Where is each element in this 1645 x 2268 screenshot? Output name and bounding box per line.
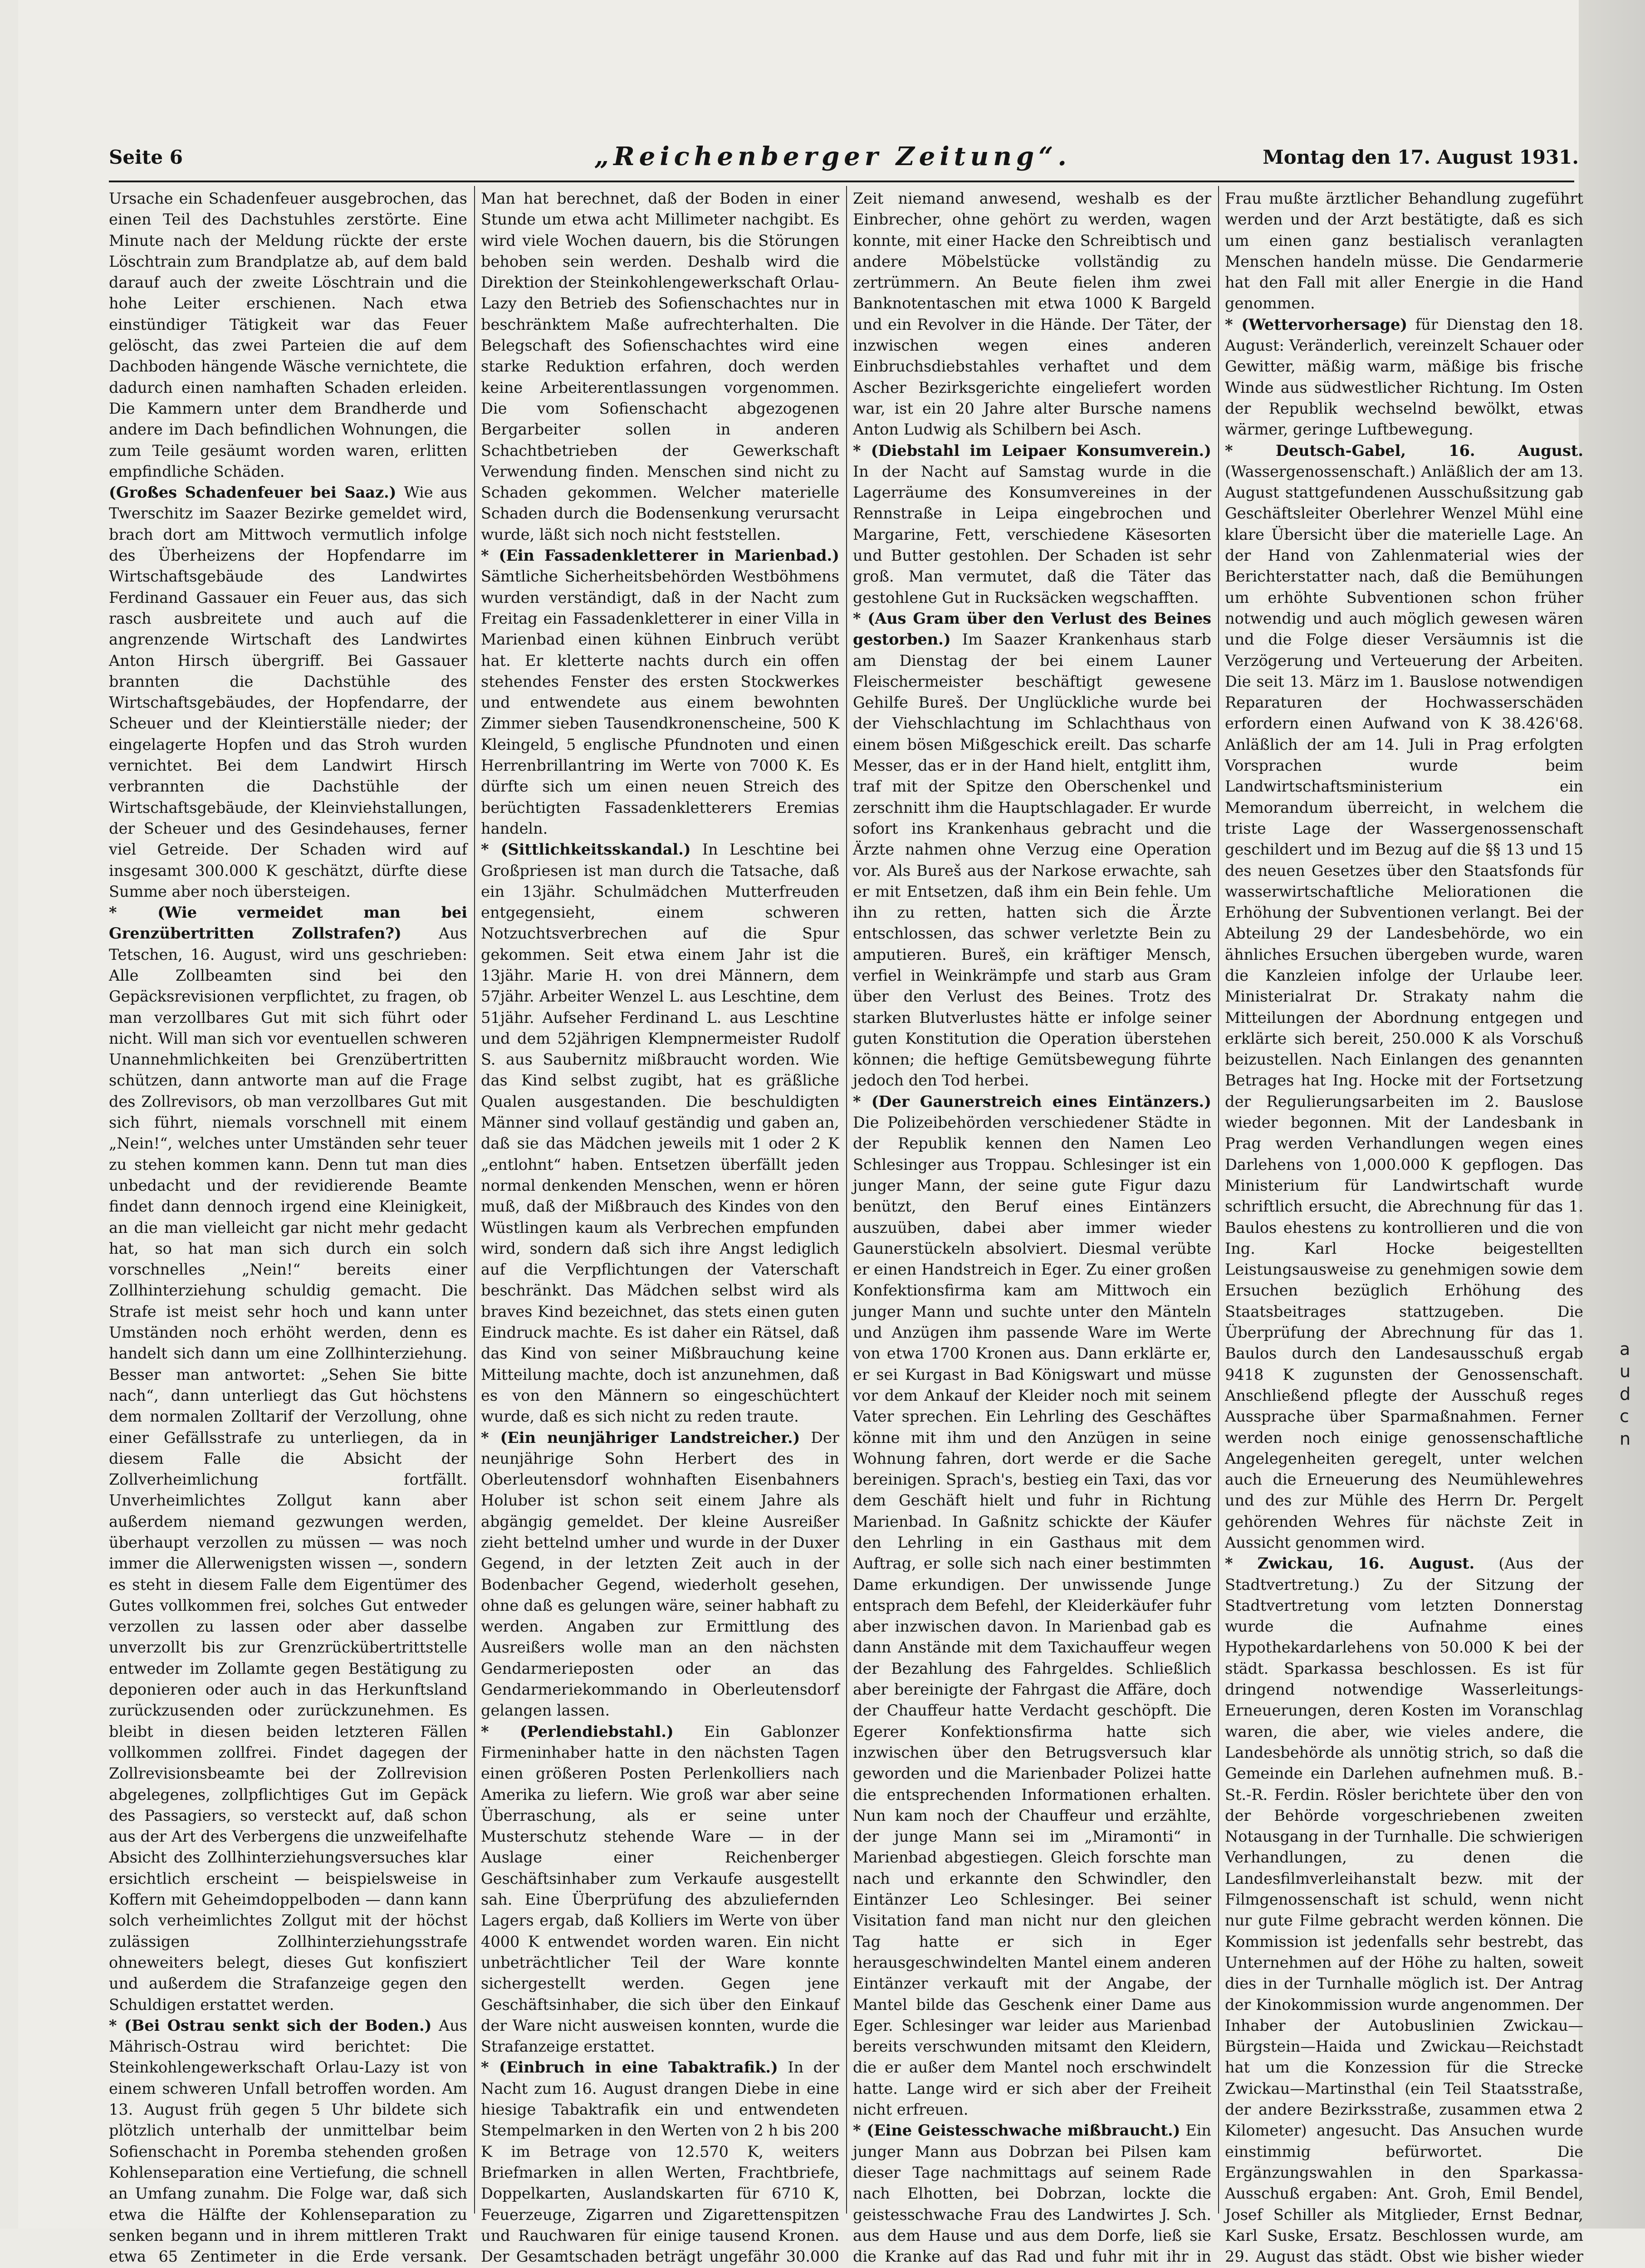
column-2 <box>481 188 840 2266</box>
article-paragraph <box>481 188 839 545</box>
article-text: In der Nacht zum 16. August drangen Diebe in eine hiesige Tabaktrafik ein und entwendeten Stempelmarken in den Werten von 2 h bis 200 K im Betrage von 12.570 K, weiters Briefmarken in allen Werten, Frachtbriefe, Doppelkarten, Auslandskarten für 6710 K, Feuerzeuge, Zigarren und Zigarettenspitzen und Rauchwaren für einige tausend Kronen. Der Gesamtschaden beträgt ungefähr 30.000 <box>481 2058 840 2266</box>
article-text: (Wassergenossenschaft.) Anläßlich der am 13. August stattgefundenen Ausschußsitzung gab Geschäftsleiter Oberlehrer Wenzel Mühl eine klare Übersicht über die materielle Lage. An der Hand von Zahlenmaterial wies der Berichterstatter nach, daß die Bemühungen um erhöhte Subventionen schon früher notwendig und auch möglich gewesen wären und die Folge dieser Versäumnis ist die Verzögerung und Verteuerung der Arbeiten. Die seit 13. März im 1. Bauslose notwendigen Reparaturen der Hochwasserschäden erfordern einen Aufwand von K 38.426'68. Anläßlich der am 14. Juli in Prag erfolgten Vorsprachen wurde beim Landwirtschaftsministerium ein Memorandum überreicht, in welchem die triste Lage der Wassergenossenschaft geschildert und im Bezug auf die §§ 13 und 15 des neuen Gesetzes über den Staatsfonds für wasserwirtschaftliche Meliorationen die Erhöhung der Subventionen verlangt. Bei der Abteilung 29 der Landesbehörde, wo ein ähnliches Ersuchen übergeben wurde, waren die Kanzleien infolge der Urlaube leer. Ministerialrat Dr. Strakaty nahm die Mitteilungen der Abordnung entgegen und erklärte sich bereit, 250.000 K als Vorschuß beizustellen. Nach Einlangen des genannten Betrages hat Ing. Hocke mit der Fortsetzung der Regulierungsarbeiten im 2. Bauslose wieder begonnen. Mit der Landesbank in Prag werden Verhandlungen wegen eines Darlehens von 1,000.000 K gepflogen. Das Ministerium für Landwirtschaft wurde schriftlich ersucht, die Abrechnung für das 1. Baulos ehestens zu kontrollieren und die von Ing. Karl Hocke beigestellten Leistungsausweise zu genehmigen sowie dem Ersuchen bezüglich Erhöhung des Staatsbeitrages stattzugeben. Die Überprüfung der Abrechnung für das 1. Baulos durch den Landesausschuß ergab 9418 K zugunsten der Genossenschaft. Anschließend pflegte der Ausschuß reges Aussprache über Sparmaßnahmen. Ferner werden noch einige genossenschaftliche Angelegenheiten geregelt, unter welchen auch die Erneuerung des Neumühlewehres und des zur Mühle des Herrn Dr. Pergelt gehörenden Wehres für nächste Zeit in Aussicht genommen wird. <box>1225 462 1583 1551</box>
article-text: Wie aus Twerschitz im Saazer Bezirke gemeldet wird, brach dort am Mittwoch vermutlich infolge des Überheizens der Hopfendarre im Wirtschaftsgebäude des Landwirtes Ferdinand Gassauer ein Feuer aus, das sich rasch ausbreitete und auch auf die angrenzende Wirtschaft des Landwirtes Anton Hirsch übergriff. Bei Gassauer brannten die Dachstühle des Wirtschaftsgebäudes, der Hopfendarre, der Scheuer und der Kleintierställe nieder; der eingelagerte Hopfen und das Stroh wurden vernichtet. Bei dem Landwirt Hirsch verbrannten die Dachstühle der Wirtschaftsgebäude, der Kleinviehstallungen, der Scheuer und des Gesindehauses, ferner viel Getreide. Der Schaden wird auf insgesamt 300.000 K geschätzt, dürfte diese Summe aber noch übersteigen. <box>109 484 467 900</box>
page-edge-shadow <box>1579 0 1645 2229</box>
article-paragraph <box>109 482 467 902</box>
article-paragraph <box>1225 1553 1583 2268</box>
article-text: Ein Gablonzer Firmeninhaber hatte in den nächsten Tagen einen größeren Posten Perlenkolliers nach Amerika zu liefern. Wie groß war aber seine Überraschung, als er seine unter Musterschutz stehende Ware — in der Auslage einer Reichenberger Geschäftsinhaber zum Verkaufe ausgestellt sah. Eine Überprüfung des abzuliefernden Lagers ergab, daß Kolliers im Werte von über 4000 K entwendet worden waren. Ein nicht unbeträchtlicher Teil der Ware konnte sichergestellt werden. Gegen jene Geschäftsinhaber, die sich über den Einkauf der Ware nicht ausweisen konnten, wurde die Strafanzeige erstattet. <box>481 1722 839 2056</box>
article-heading: * (Ein neunjähriger Landstreicher.) <box>481 1428 800 1447</box>
article-paragraph <box>481 545 839 839</box>
article-text: für Dienstag den 18. August: Veränderlich, vereinzelt Schauer oder Gewitter, mäßig warm, mäßige bis frische Winde aus südwestlicher Richtung. Im Osten der Republik wechselnd bewölkt, etwas wärmer, geringe Luftbewegung. <box>1225 315 1583 439</box>
column-3 <box>853 188 1211 2266</box>
article-paragraph <box>853 440 1211 608</box>
margin-marks <box>1620 1338 1638 1450</box>
article-heading: * (Bei Ostrau senkt sich der Boden.) <box>109 2016 432 2034</box>
article-paragraph <box>853 2120 1211 2268</box>
article-text: Aus Tetschen, 16. August, wird uns geschrieben: Alle Zollbeamten sind bei den Gepäcksrevisionen verpflichtet, zu fragen, ob man verzollbares Gut mit sich führt oder nicht. Will man sich vor eventuellen schweren Unannehmlichkeiten bei Grenzübertritten schützen, dann antworte man auf die Frage des Zollrevisors, ob man verzollbares Gut mit sich führt, niemals vorschnell mit einem „Nein!“, welches unter Umständen sehr teuer zu stehen kommen kann. Denn tut man dies unbedacht und der revidierende Beamte findet dann dennoch irgend eine Kleinigkeit, an die man vielleicht gar nicht mehr gedacht hat, so hat man sich durch ein solch vorschnelles „Nein!“ bereits einer Zollhinterziehung schuldig gemacht. Die Strafe ist meist sehr hoch und kann unter Umständen noch erhöht werden, denn es handelt sich dann um eine Zollhinterziehung. Besser man antwortet: „Sehen Sie bitte nach“, dann unterliegt das Gut höchstens dem normalen Zolltarif der Verzollung, ohne einer Gefällsstrafe zu unterliegen, da in diesem Falle die Absicht der Zollverheimlichung fortfällt. Unverheimlichtes Zollgut kann aber außerdem niemand gezwungen werden, überhaupt verzollen zu müssen — was noch immer die Allerwenigsten wissen —, sondern es steht in diesem Falle dem Eigentümer des Gutes vollkommen frei, solches Gut entweder verzollen zu lassen oder aber dasselbe unverzollt bis zur Grenzrückübertrittstelle entweder im Zollamte gegen Bestätigung zu deponieren oder auch in das Herkunftsland zurückzusenden oder zurückzunehmen. Es bleibt in diesen beiden letzteren Fällen vollkommen zollfrei. Findet dagegen der Zollrevisionsbeamte bei der Zollrevision abgelegenes, zollpflichtiges Gut im Gepäck des Passagiers, so versteckt auf, daß schon aus der Art des Verbergens die unzweifelhafte Absicht des Zollhinterziehungsversuches klar ersichtlich erscheint — beispielsweise in Koffern mit Geheimdoppelboden — dann kann solch verheimlichtes Zollgut mit der höchst zulässigen Zollhinterziehungsstrafe ohneweiters belegt, dieses Gut konfisziert und außerdem die Strafanzeige gegen den Schuldigen erstattet werden. <box>109 924 467 2014</box>
article-heading: * (Perlendiebstahl.) <box>481 1722 674 1740</box>
article-heading: * (Der Gaunerstreich eines Eintänzers.) <box>853 1092 1211 1110</box>
article-heading: * (Wie vermeidet man bei Grenzübertritten Zollstrafen?) <box>109 904 467 943</box>
column-separator <box>1218 186 1219 2214</box>
article-paragraph <box>481 1427 839 1721</box>
column-4 <box>1225 188 1583 2266</box>
article-heading: * (Einbruch in eine Tabaktrafik.) <box>481 2058 778 2077</box>
column-separator <box>474 186 475 2214</box>
page-number: Seite 6 <box>109 146 183 168</box>
margin-mark: d <box>1620 1383 1631 1404</box>
article-text: (Aus der Stadtvertretung.) Zu der Sitzung der Stadtvertretung vom letzten Donnerstag wurde die Aufnahme eines Hypothekardarlehens von 50.000 K bei der städt. Sparkassa beschlossen. Es ist für dringend notwendige Wasserleitungs-Erneuerungen, deren Kosten im Voranschlag waren, die aber, wie vieles andere, die Landesbehörde als unnötig strich, so daß die Gemeinde ein Darlehen aufnehmen muß. B.-St.-R. Ferdin. Rösler berichtete über den von der Behörde vorgeschriebenen zweiten Notausgang in der Turnhalle. Die schwierigen Verhandlungen, zu denen die Landesfilmverleihanstalt bezw. mit der Filmgenossenschaft ist schuld, wenn nicht nur gute Filme gebracht werden können. Die Kommission ist jedenfalls sehr bestrebt, das Unternehmen auf der Höhe zu halten, soweit dies in der Turnhalle möglich ist. Der Antrag der Kinokommission wurde angenommen. Der Inhaber der Autobuslinien Zwickau—Bürgstein—Haida und Zwickau—Reichstadt hat um die Konzession für die Strecke Zwickau—Martinsthal (ein Teil Staatsstraße, der andere Bezirksstraße, zusammen etwa 2 Kilometer) angesucht. Das Ansuchen wurde einstimmig befürwortet. Die Ergänzungswahlen in den Sparkassa-Ausschuß ergaben: Ant. Groh, Emil Bendel, Josef Schiller als Mitglieder, Ernst Bednar, Karl Suske, Ersatz. Beschlossen wurde, am 29. August das städt. Obst wie bisher wieder <box>1225 1554 1583 2266</box>
masthead-rule <box>109 181 1574 182</box>
article-heading: * Deutsch-Gabel, 16. August. <box>1225 441 1583 459</box>
article-text: Ursache ein Schadenfeuer ausgebrochen, das einen Teil des Dachstuhles zerstörte. Eine Minute nach der Meldung rückte der erste Löschtrain zum Brandplatze ab, auf dem bald darauf auch der zweite Löschtrain und die hohe Leiter erschienen. Nach etwa einstündiger Tätigkeit war das Feuer gelöscht, das zwei Parteien die auf dem Dachboden hängende Wäsche vernichtete, die dadurch einen namhaften Schaden erleiden. Die Kammern unter dem Brandherde und andere im Dach befindlichen Wohnungen, die zum Teile gesäumt worden waren, erlitten empfindliche Schäden. <box>109 190 467 480</box>
article-paragraph <box>481 2057 839 2268</box>
article-heading: (Großes Schadenfeuer bei Saaz.) <box>109 484 397 502</box>
margin-mark: u <box>1620 1361 1631 1382</box>
article-paragraph <box>853 188 1211 440</box>
article-text: Im Saazer Krankenhaus starb am Dienstag der bei einem Launer Fleischermeister beschäftigt gewesene Gehilfe Bureš. Der Unglückliche wurde bei der Viehschlachtung im Schlachthaus von einem bösen Mißgeschick ereilt. Das scharfe Messer, das er in der Hand hielt, entglitt ihm, traf mit der Spitze den Oberschenkel und zerschnitt ihm die Hauptschlagader. Er wurde sofort ins Krankenhaus gebracht und die Ärzte nahmen ohne Verzug eine Operation vor. Als Bureš aus der Narkose erwachte, sah er mit Entsetzen, daß ihm ein Bein fehle. Um ihn zu retten, hatten sich die Ärzte entschlossen, das schwer verletzte Bein zu amputieren. Bureš, ein kräftiger Mensch, verfiel in Weinkrämpfe und starb aus Gram über den Verlust des Beines. Trotz des starken Blutverlustes hätte er infolge seiner guten Konstitution die Operation überstehen können; die heftige Gemütsbewegung führte jedoch den Tod herbei. <box>853 631 1211 1090</box>
article-text: Frau mußte ärztlicher Behandlung zugeführt werden und der Arzt bestätigte, daß es sich um einen ganz bestialisch veranlagten Menschen handeln müsse. Die Gendarmerie hat den Fall mit aller Energie in die Hand genommen. <box>1225 190 1583 313</box>
article-heading: * (Ein Fassadenkletterer in Marienbad.) <box>481 547 839 565</box>
column-separator <box>846 186 847 2214</box>
article-paragraph <box>1225 314 1583 440</box>
column-1 <box>109 188 468 2266</box>
article-text: Sämtliche Sicherheitsbehörden Westböhmens wurden verständigt, daß in der Nacht zum Freitag ein Fassadenkletterer in einer Villa in Marienbad einen kühnen Einbruch verübt hat. Er kletterte nachts durch ein offen stehendes Fenster des ersten Stockwerkes und entwendete aus einem bewohnten Zimmer sieben Tausendkronenscheine, 500 K Kleingeld, 5 englische Pfundnoten und einen Herrenbrillantring im Werte von 7000 K. Es dürfte sich um einen neuen Streich des berüchtigten Fassadenkletterers Eremias handeln. <box>481 567 839 837</box>
margin-mark: c <box>1620 1406 1629 1427</box>
margin-mark: n <box>1620 1428 1631 1449</box>
masthead <box>91 142 1579 178</box>
article-text: Zeit niemand anwesend, weshalb es der Einbrecher, ohne gehört zu werden, wagen konnte, mit einer Hacke den Schreibtisch und andere Möbelstücke vollständig zu zertrümmern. An Beute fielen ihm zwei Banknotentaschen mit etwa 1000 K Bargeld und ein Revolver in die Hände. Der Täter, der inzwischen wegen eines anderen Einbruchsdiebstahles verhaftet und dem Ascher Bezirksgerichte eingeliefert worden war, ist ein 20 Jahre alter Bursche namens Anton Ludwig als Schilbern bei Asch. <box>853 190 1211 439</box>
article-paragraph <box>1225 440 1583 1554</box>
newspaper-title: „Reichenberger Zeitung“. <box>594 142 1071 171</box>
margin-mark: a <box>1620 1339 1630 1359</box>
article-text: Die Polizeibehörden verschiedener Städte in der Republik kennen den Namen Leo Schlesinger aus Troppau. Schlesinger ist ein junger Mann, der seine gute Figur dazu benützt, den Beruf eines Eintänzers auszuüben, dabei aber immer wieder Gaunerstückeln absolviert. Diesmal verübte er einen Handstreich in Eger. Zu einer großen Konfektionsfirma kam am Mittwoch ein junger Mann und suchte unter den Mänteln und Anzügen ihm passende Ware im Werte von etwa 1700 Kronen aus. Dann erklärte er, er sei Kurgast in Bad Königswart und müsse vor dem Ankauf der Kleider noch mit seinem Vater sprechen. Ein Lehrling des Geschäftes könne mit ihm und den Anzügen in seine Wohnung fahren, dort werde er die Sache bereinigen. Sprach's, bestieg ein Taxi, das vor dem Geschäft hielt und fuhr in Richtung Marienbad. In Gaßnitz schickte der Käufer den Lehrling in ein Gasthaus mit dem Auftrag, er solle sich nach einer bestimmten Dame erkundigen. Der unwissende Junge entsprach dem Befehl, der Kleiderkäufer fuhr aber inzwischen davon. In Marienbad gab es dann Anstände mit dem Taxichauffeur wegen der Bezahlung des Fahrgeldes. Schließlich aber bereinigte der Fahrgast die Affäre, doch der Chauffeur hatte Verdacht geschöpft. Die Egerer Konfektionsfirma hatte sich inzwischen über den Betrugsversuch klar geworden und die Marienbader Polizei hatte die entsprechenden Informationen erhalten. Nun kam noch der Chauffeur und erzählte, der junge Mann sei im „Miramonti“ in Marienbad abgestiegen. Gleich forschte man nach und erkannte den Schwindler, den Eintänzer Leo Schlesinger. Bei seiner Visitation fand man nicht nur den gleichen Tag hatte er sich in Eger herausgeschwindelten Mantel einem anderen Eintänzer verkauft mit der Angabe, der Mantel bilde das Geschenk einer Dame aus Eger. Schlesinger war leider aus Marienbad bereits verschwunden mitsamt den Kleidern, die er außer dem Mantel noch erschwindelt hatte. Lange wird er sich aber der Freiheit nicht erfreuen. <box>853 1114 1211 2119</box>
article-text: Der neunjährige Sohn Herbert des in Oberleutensdorf wohnhaften Eisenbahners Holuber ist schon seit einem Jahre als abgängig gemeldet. Der kleine Ausreißer zieht bettelnd umher und wurde in der Duxer Gegend, in der letzten Zeit auch in der Bodenbacher Gegend, wiederholt gesehen, ohne daß es gelungen wäre, seiner habhaft zu werden. Angaben zur Ermittlung des Ausreißers wolle man an den nächsten Gendarmerieposten oder an das Gendarmeriekommando in Oberleutensdorf gelangen lassen. <box>481 1428 839 1720</box>
article-paragraph <box>481 1721 839 2058</box>
article-heading: * (Diebstahl im Leipaer Konsumverein.) <box>853 441 1211 459</box>
article-heading: * (Sittlichkeitsskandal.) <box>481 841 691 859</box>
article-text: In der Nacht auf Samstag wurde in die Lagerräume des Konsumvereines in der Rennstraße in Leipa eingebrochen und Margarine, Fett, verschiedene Käsesorten und Butter gestohlen. Der Schaden ist sehr groß. Man vermutet, daß die Täter das gestohlene Gut in Rucksäcken wegschafften. <box>853 462 1211 606</box>
article-text: Aus Mährisch-Ostrau wird berichtet: Die Steinkohlengewerkschaft Orlau-Lazy ist von einem schweren Unfall betroffen worden. Am 13. August früh gegen 5 Uhr bildete sich plötzlich unterhalb der unmittelbar beim Sofienschacht in Poremba stehenden großen Kohlenseparation eine Vertiefung, die schnell an Umfang zunahm. Die Folge war, daß sich etwa die Hälfte der Kohlenseparation zu senken begann und in ihrem mittleren Trakt etwa 65 Zentimeter in die Erde versank. <box>109 2016 468 2266</box>
article-heading: * (Wettervorhersage) <box>1225 315 1408 333</box>
article-text: In Leschtine bei Großpriesen ist man durch die Tatsache, daß ein 13jähr. Schulmädchen Mutterfreuden entgegensieht, einem schweren Notzuchtsverbrechen auf die Spur gekommen. Seit etwa einem Jahr ist die 13jähr. Marie H. von drei Männern, dem 57jähr. Arbeiter Wenzel L. aus Leschtine, dem 51jähr. Aufseher Ferdinand L. aus Leschtine und dem 52jährigen Klempnermeister Rudolf S. aus Saubernitz mißbraucht worden. Wie das Kind selbst zugibt, hat es gräßliche Qualen ausgestanden. Die beschuldigten Männer sind vollauf geständig und gaben an, daß sie das Mädchen jeweils mit 1 oder 2 K „entlohnt“ haben. Entsetzen überfällt jeden normal denkenden Menschen, wenn er hören muß, daß der Mißbrauch des Kindes von den Wüstlingen kaum als Verbrechen empfunden wird, sondern daß sich ihre Angst lediglich auf die Verpflichtungen der Vaterschaft beschränkt. Das Mädchen selbst wird als braves Kind bezeichnet, das stets einen guten Eindruck machte. Es ist daher ein Rätsel, daß das Kind von seiner Mißbrauchung keine Mitteilung machte, doch ist anzunehmen, daß es von den Männern so eingeschüchtert wurde, daß es sich nicht zu reden traute. <box>481 841 839 1426</box>
article-paragraph <box>109 902 467 2015</box>
article-paragraph <box>853 608 1211 1091</box>
article-paragraph <box>481 839 839 1427</box>
article-text: Ein junger Mann aus Dobrzan bei Pilsen kam dieser Tage nachmittags auf seinem Rade nach Elhotten, bei Dobrzan, lockte die geistesschwache Frau des Landwirtes J. Sch. aus dem Hause und aus dem Dorfe, ließ sie die Kranke auf das Rad und fuhr mit ihr in <box>853 2121 1211 2266</box>
article-paragraph <box>109 188 467 482</box>
article-paragraph <box>109 2015 467 2268</box>
article-paragraph <box>1225 188 1583 314</box>
issue-date: Montag den 17. August 1931. <box>1263 146 1579 168</box>
article-heading: * (Aus Gram über den Verlust des Beines gestorben.) <box>853 609 1211 649</box>
article-text: Man hat berechnet, daß der Boden in einer Stunde um etwa acht Millimeter nachgibt. Es wird viele Wochen dauern, bis die Störungen behoben sein werden. Deshalb wird die Direktion der Steinkohlengewerkschaft Orlau-Lazy den Betrieb des Sofienschachtes nur in beschränktem Maße aufrechterhalten. Die Belegschaft des Sofienschachtes wird eine starke Reduktion erfahren, doch werden keine Arbeiterentlassungen vorgenommen. Die vom Sofienschacht abgezogenen Bergarbeiter sollen in anderen Schachtbetrieben der Gewerkschaft Verwendung finden. Menschen sind nicht zu Schaden gekommen. Welcher materielle Schaden durch die Bodensenkung verursacht wurde, läßt sich noch nicht feststellen. <box>481 190 839 543</box>
article-heading: * Zwickau, 16. August. <box>1225 1554 1475 1573</box>
article-heading: * (Eine Geistesschwache mißbraucht.) <box>853 2121 1180 2140</box>
article-paragraph <box>853 1091 1211 2121</box>
